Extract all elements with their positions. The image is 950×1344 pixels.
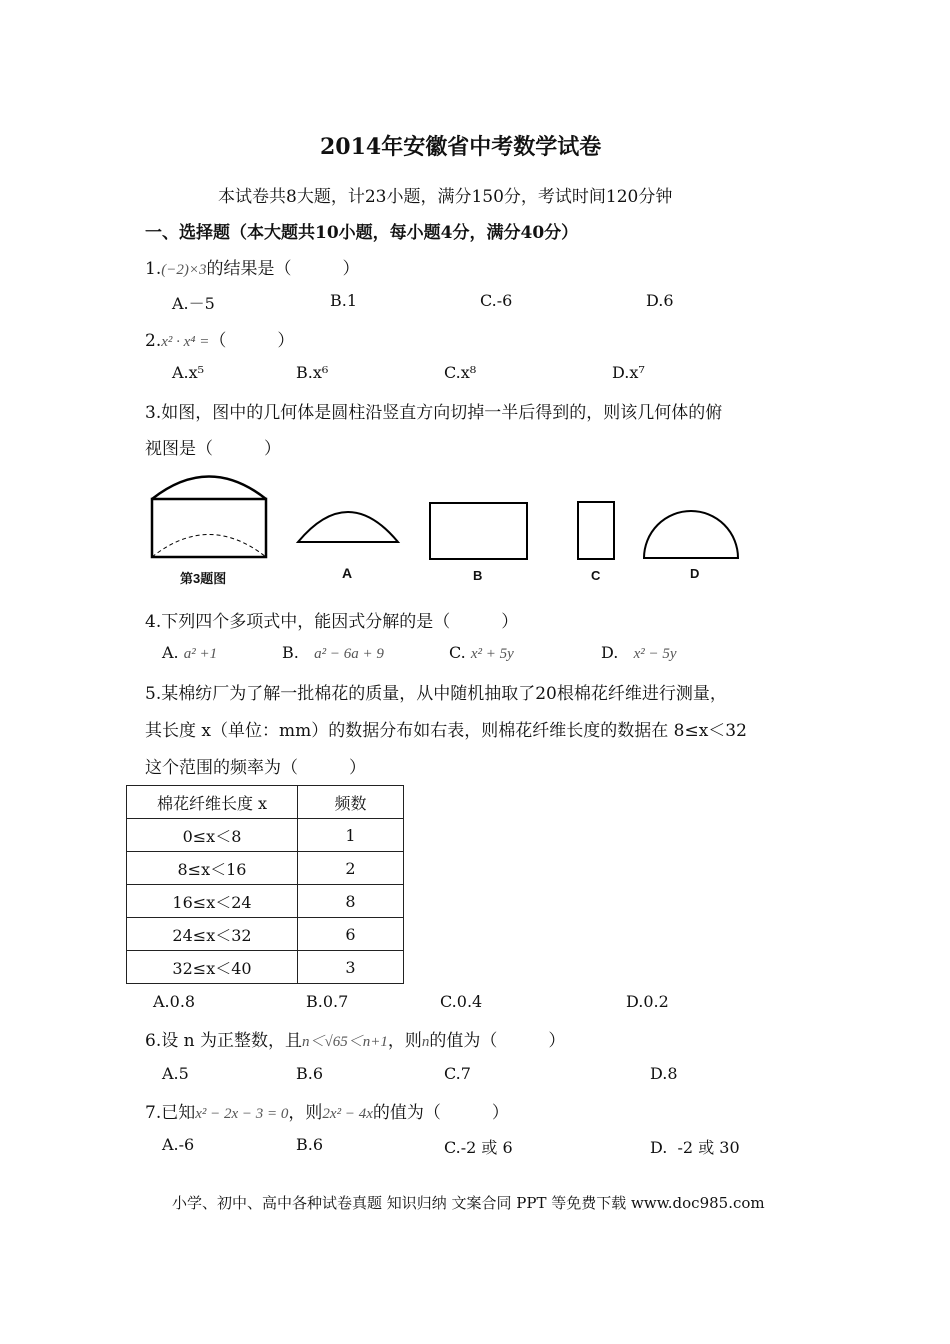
q2-number: 2.: [145, 331, 162, 351]
q6-option-c: C.7: [444, 1064, 471, 1083]
q7-option-c: C.-2 或 6: [444, 1138, 513, 1157]
question-7: [145, 1098, 509, 1123]
q4-option-d-label: D.: [601, 643, 619, 662]
q5-line-2: 其长度 x（单位：mm）的数据分布如右表，则棉花纤维长度的数据在 8≤x＜32: [145, 721, 747, 741]
q1-option-b: B.1: [330, 291, 358, 310]
table-cell: 1: [298, 819, 404, 852]
question-2: [145, 326, 294, 351]
q4-option-b-label: B.: [282, 643, 299, 662]
frequency-table: [126, 785, 404, 984]
q4-option-b-expr: a² − 6a + 9: [314, 646, 384, 662]
q6-option-b: B.6: [296, 1064, 324, 1083]
half-cylinder-figure: [152, 477, 266, 558]
table-row: [127, 885, 404, 918]
figure-caption: 第3题图: [180, 571, 227, 586]
question-4: 4.下列四个多项式中，能因式分解的是（ ）: [145, 612, 519, 632]
table-cell: 32≤x＜40: [127, 951, 298, 984]
table-cell: 6: [298, 918, 404, 951]
q4-option-a-label: A.: [162, 643, 179, 662]
page-title: 2014年安徽省中考数学试卷: [320, 134, 602, 160]
question-1: [145, 254, 359, 279]
q4-option-c-label: C.: [449, 643, 466, 662]
q5-option-b: B.0.7: [306, 992, 349, 1011]
q3-line-1: 3.如图，图中的几何体是圆柱沿竖直方向切掉一半后得到的，则该几何体的俯: [145, 403, 723, 423]
option-b-figure: [430, 503, 527, 559]
q3-figures: [140, 462, 760, 592]
q4-option-c-expr: x² + 5y: [470, 646, 514, 662]
q4-option-a-expr: a² +1: [183, 646, 218, 662]
q1-option-c: C.-6: [480, 291, 513, 310]
q7-expression: x² − 2x − 3 = 0: [195, 1106, 289, 1122]
q3-line-2: 视图是（ ）: [145, 439, 281, 459]
figure-label-a: A: [342, 565, 353, 581]
option-a-figure: [298, 512, 398, 542]
table-cell: 16≤x＜24: [127, 885, 298, 918]
q4-option-c: [449, 643, 514, 663]
q1-expression: (−2)×3: [161, 262, 207, 278]
q1-text: 的结果是（ ）: [206, 259, 360, 279]
q6-post: ，则: [387, 1031, 422, 1051]
q1-number: 1.: [145, 259, 162, 279]
q2-text: （ ）: [209, 331, 295, 351]
option-c-figure: [578, 502, 614, 559]
table-cell: 8≤x＜16: [127, 852, 298, 885]
table-cell: 8: [298, 885, 404, 918]
section-heading: 一、选择题（本大题共10小题，每小题4分，满分40分）: [145, 223, 579, 243]
table-header-row: [127, 786, 404, 819]
table-row: [127, 819, 404, 852]
question-6: [145, 1026, 565, 1051]
q4-option-d-expr: x² − 5y: [633, 646, 677, 662]
q5-line-1: 5.某棉纺厂为了解一批棉花的质量，从中随机抽取了20根棉花纤维进行测量，: [145, 684, 727, 704]
table-cell: 2: [298, 852, 404, 885]
q5-option-d: D.0.2: [626, 992, 669, 1011]
q4-option-b: [282, 643, 384, 663]
q2-option-b: B.x⁶: [296, 363, 329, 382]
q7-expression-2: 2x² − 4x: [322, 1106, 373, 1122]
q1-option-d: D.6: [646, 291, 674, 310]
q6-option-d: D.8: [650, 1064, 678, 1083]
q7-option-d: D. -2 或 30: [650, 1138, 740, 1157]
q5-option-a: A.0.8: [153, 992, 196, 1011]
table-cell: 24≤x＜32: [127, 918, 298, 951]
q5-option-c: C.0.4: [440, 992, 483, 1011]
figure-label-d: D: [690, 566, 700, 581]
figure-label-b: B: [473, 568, 483, 583]
q1-option-a: A.－5: [172, 294, 215, 313]
footer-text: 小学、初中、高中各种试卷真题 知识归纳 文案合同 PPT 等免费下载 www.doc985.com: [172, 1194, 765, 1212]
option-d-figure: [644, 511, 738, 558]
table-row: [127, 918, 404, 951]
q6-expression-n: n: [421, 1034, 430, 1050]
table-cell: 0≤x＜8: [127, 819, 298, 852]
table-header: 频数: [298, 786, 404, 819]
q7-pre: 7.已知: [145, 1103, 196, 1123]
table-cell: 3: [298, 951, 404, 984]
q7-option-a: A.-6: [162, 1135, 195, 1154]
q2-option-a: A.x⁵: [172, 363, 205, 382]
q6-expression: n＜√65＜n+1: [301, 1034, 388, 1050]
q6-option-a: A.5: [162, 1064, 189, 1083]
q5-line-3: 这个范围的频率为（ ）: [145, 758, 366, 778]
exam-info: 本试卷共8大题，计23小题，满分150分，考试时间120分钟: [218, 187, 673, 207]
q7-mid: ，则: [288, 1103, 323, 1123]
q4-option-d: [601, 643, 677, 663]
table-row: [127, 951, 404, 984]
q7-option-b: B.6: [296, 1135, 324, 1154]
q2-expression: x² · x⁴ =: [161, 334, 210, 350]
q2-option-c: C.x⁸: [444, 363, 477, 382]
q6-pre: 6.设 n 为正整数，且: [145, 1031, 302, 1051]
table-header: 棉花纤维长度 x: [127, 786, 298, 819]
table-row: [127, 852, 404, 885]
q7-post: 的值为（ ）: [372, 1103, 509, 1123]
q2-option-d: D.x⁷: [612, 363, 645, 382]
figure-label-c: C: [591, 568, 601, 583]
q4-option-a: [162, 643, 217, 663]
q6-post2: 的值为（ ）: [429, 1031, 566, 1051]
